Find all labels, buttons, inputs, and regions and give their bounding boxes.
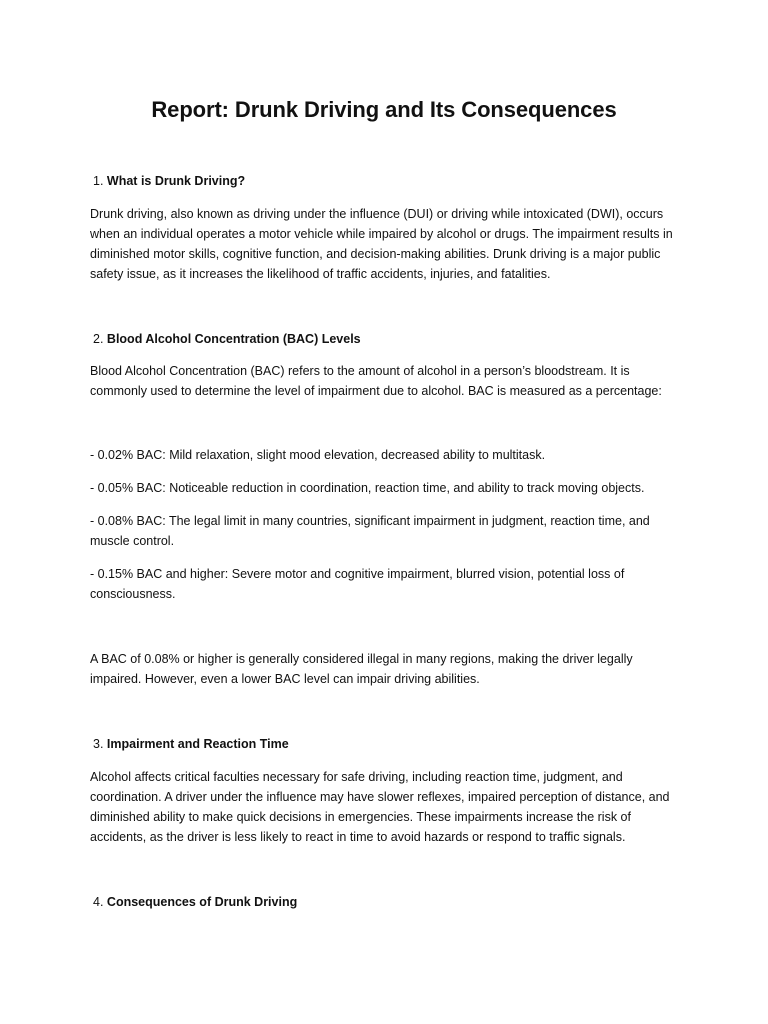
section-heading-2 xyxy=(90,330,678,348)
bac-bullet-item: - 0.05% BAC: Noticeable reduction in coordination, reaction time, and ability to track moving objects. xyxy=(90,481,645,495)
bac-bullet-item: - 0.02% BAC: Mild relaxation, slight mood elevation, decreased ability to multitask. xyxy=(90,448,546,462)
section-number: 2. xyxy=(93,332,104,346)
section-2-paragraph: Blood Alcohol Concentration (BAC) refers to the amount of alcohol in a person’s bloodstream. It is commonly used to determine the level of impairment due to alcohol. BAC is measured as a percentage: xyxy=(90,364,662,398)
bac-bullet-item: - 0.15% BAC and higher: Severe motor and cognitive impairment, blurred vision, potential loss of consciousness. xyxy=(90,567,625,601)
section-2-closing-paragraph: A BAC of 0.08% or higher is generally considered illegal in many regions, making the driver legally impaired. However, even a lower BAC level can impair driving abilities. xyxy=(90,652,633,686)
document-title: Report: Drunk Driving and Its Consequences xyxy=(151,97,617,122)
section-title: Consequences of Drunk Driving xyxy=(106,895,298,909)
section-heading-1 xyxy=(90,172,678,190)
section-number: 1. xyxy=(93,174,104,188)
section-heading-4 xyxy=(90,893,678,911)
section-title: Impairment and Reaction Time xyxy=(106,737,289,751)
section-heading-3 xyxy=(90,735,678,753)
bac-bullet-item: - 0.08% BAC: The legal limit in many countries, significant impairment in judgment, reaction time, and muscle control. xyxy=(90,514,650,548)
section-number: 4. xyxy=(93,895,104,909)
section-number: 3. xyxy=(93,737,104,751)
section-3-paragraph: Alcohol affects critical faculties necessary for safe driving, including reaction time, judgment, and coordination. A driver under the influence may have slower reflexes, impaired perception of distance, and diminished ability to make quick decisions in emergencies. These impairments increase the risk of accidents, as the driver is less likely to react in time to avoid hazards or respond to traffic signals. xyxy=(90,770,670,844)
section-1-paragraph: Drunk driving, also known as driving under the influence (DUI) or driving while intoxicated (DWI), occurs when an individual operates a motor vehicle while impaired by alcohol or drugs. The impairment results in diminished motor skills, cognitive function, and decision-making abilities. Drunk driving is a major public safety issue, as it increases the likelihood of traffic accidents, injuries, and fatalities. xyxy=(90,207,673,281)
section-title: What is Drunk Driving? xyxy=(106,174,246,188)
section-title: Blood Alcohol Concentration (BAC) Levels xyxy=(106,332,361,346)
